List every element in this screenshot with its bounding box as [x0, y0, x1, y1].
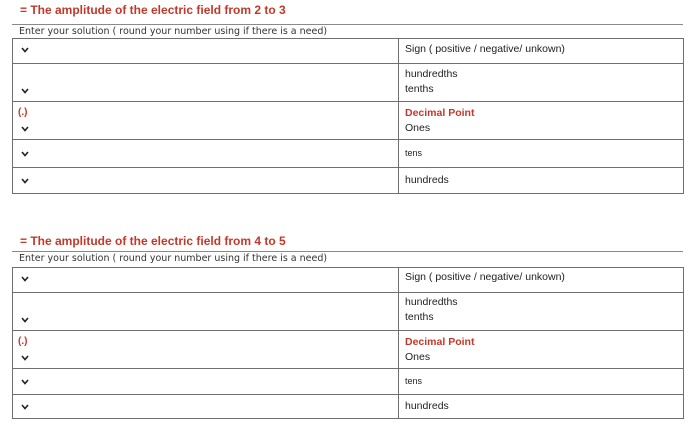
table-row — [13, 330, 683, 369]
label-tenths: tenths — [405, 311, 434, 323]
label-tens: tens — [405, 376, 423, 386]
table-row — [13, 292, 683, 331]
table-row — [13, 368, 683, 395]
label-sign: Sign ( positive / negative/ unkown) — [405, 271, 565, 283]
label-tenths: tenths — [405, 83, 434, 95]
label-ones: Ones — [405, 351, 431, 363]
section-title: = The amplitude of the electric field from 2 to 3 — [20, 3, 286, 17]
table-row — [13, 39, 683, 63]
label-hundreds: hundreds — [405, 400, 449, 412]
decimal-marker: (.) — [18, 107, 28, 118]
chevron-down-icon[interactable] — [21, 151, 29, 157]
table-row — [13, 101, 683, 140]
answer-table — [12, 267, 684, 419]
label-decimal-point: Decimal Point — [405, 107, 475, 119]
instruction-bar — [12, 251, 683, 266]
label-hundredths: hundredths — [405, 296, 458, 308]
chevron-down-icon[interactable] — [21, 178, 29, 184]
chevron-down-icon[interactable] — [21, 317, 29, 323]
table-row — [13, 139, 683, 168]
instruction-text: Enter your solution ( round your number using if there is a need) — [19, 26, 328, 37]
table-row — [13, 394, 683, 419]
table-row — [13, 63, 683, 102]
instruction-bar — [12, 24, 683, 39]
label-sign: Sign ( positive / negative/ unkown) — [405, 43, 565, 55]
label-hundredths: hundredths — [405, 68, 458, 80]
chevron-down-icon[interactable] — [21, 379, 29, 385]
label-hundreds: hundreds — [405, 174, 449, 186]
instruction-text: Enter your solution ( round your number using if there is a need) — [19, 253, 328, 264]
chevron-down-icon[interactable] — [21, 404, 29, 410]
chevron-down-icon[interactable] — [21, 47, 29, 53]
chevron-down-icon[interactable] — [21, 88, 29, 94]
chevron-down-icon[interactable] — [21, 276, 29, 282]
answer-table — [12, 38, 684, 194]
section-title: = The amplitude of the electric field from 4 to 5 — [20, 234, 286, 248]
table-row — [13, 167, 683, 194]
chevron-down-icon[interactable] — [21, 126, 29, 132]
label-tens: tens — [405, 148, 423, 158]
decimal-marker: (.) — [18, 336, 28, 347]
label-decimal-point: Decimal Point — [405, 336, 475, 348]
chevron-down-icon[interactable] — [21, 355, 29, 361]
table-row — [13, 268, 683, 292]
label-ones: Ones — [405, 122, 431, 134]
